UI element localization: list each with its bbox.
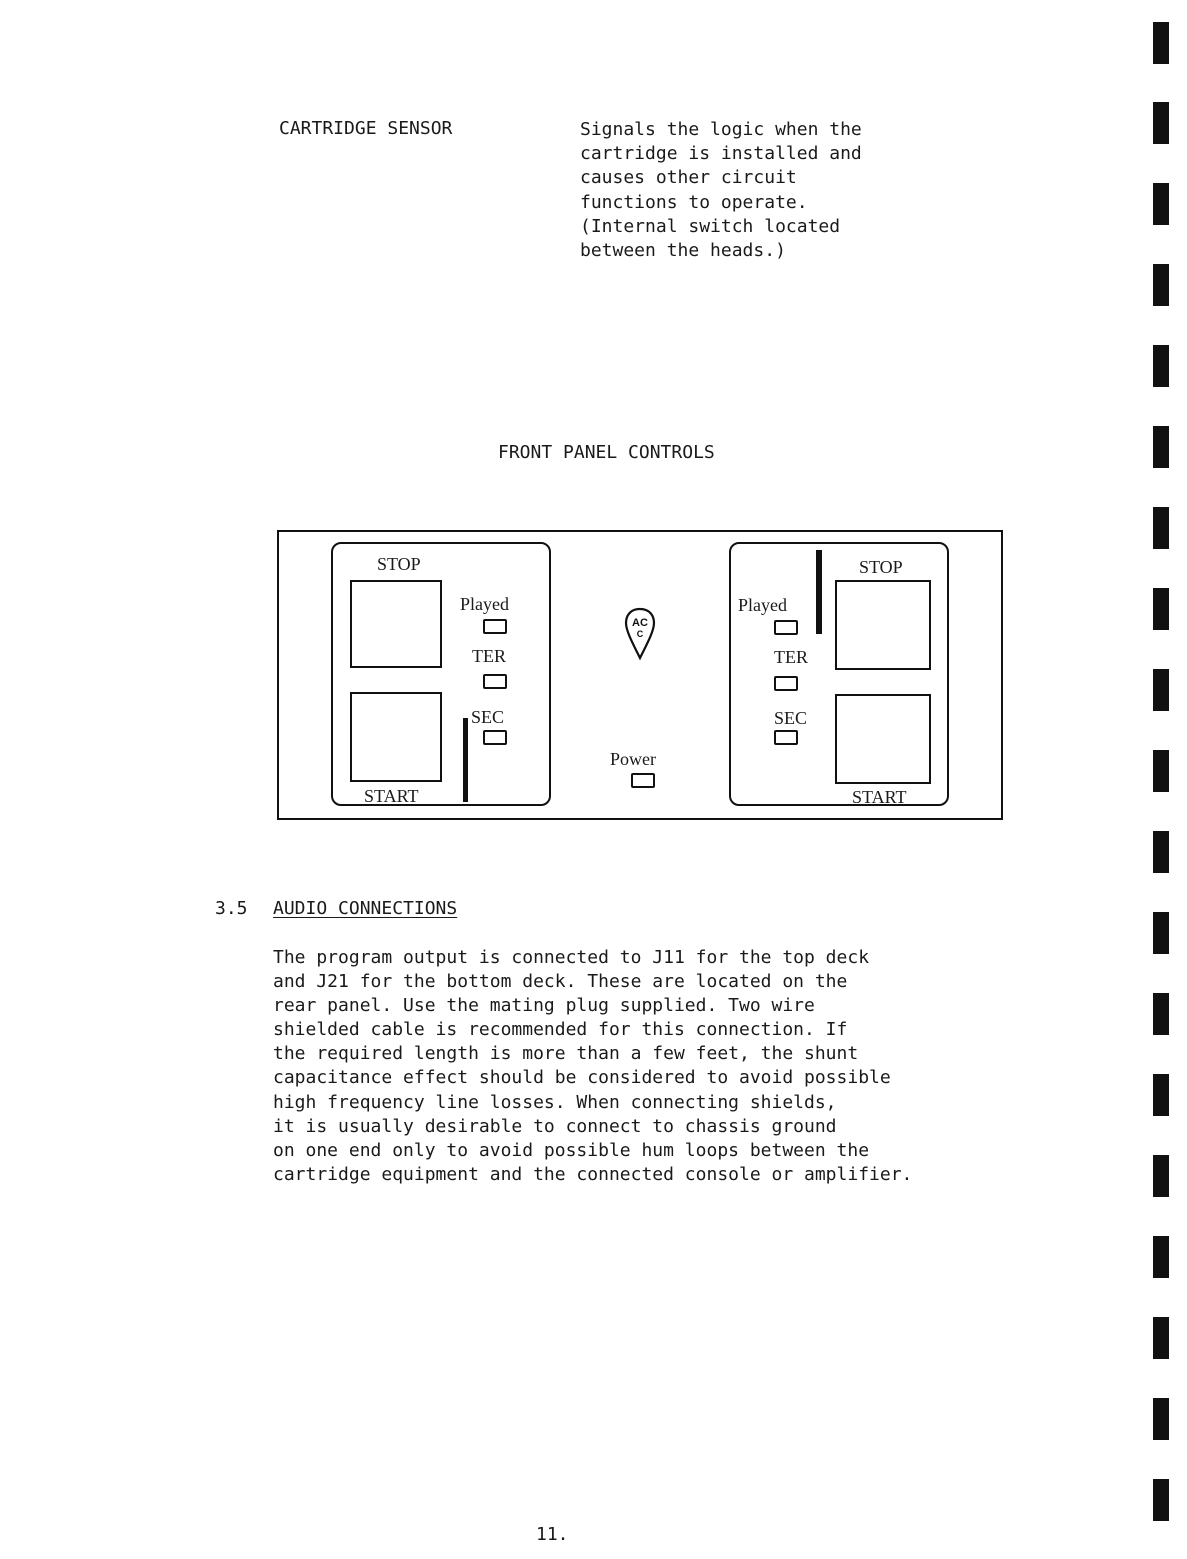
sensor-description-line: Signals the logic when the [580, 119, 862, 140]
page-number: 11. [536, 1524, 569, 1545]
logo-text: AC [632, 617, 648, 629]
binding-mark [1153, 1398, 1169, 1440]
paragraph-line: rear panel. Use the mating plug supplied. Two wire [273, 995, 815, 1017]
binding-mark [1153, 1236, 1169, 1278]
binding-mark [1153, 912, 1169, 954]
binding-mark [1153, 1074, 1169, 1116]
left-played-lamp [483, 619, 507, 634]
right-played-lamp [774, 620, 798, 635]
paragraph-line: the required length is more than a few feet, the shunt [273, 1043, 859, 1065]
sensor-description-line: functions to operate. [580, 191, 808, 213]
binding-mark [1153, 993, 1169, 1035]
left-start-button[interactable] [350, 692, 442, 782]
power-label: Power [610, 749, 656, 769]
left-start-label: START [364, 786, 419, 806]
right-stop-button[interactable] [835, 580, 931, 670]
left-stop-label: STOP [377, 554, 421, 574]
sensor-description-line: cartridge is installed and [580, 143, 862, 165]
paragraph-line: and J21 for the bottom deck. These are located on the [273, 971, 848, 993]
binding-mark [1153, 831, 1169, 873]
right-ter-label: TER [774, 647, 808, 667]
right-stop-label: STOP [859, 557, 903, 577]
front-panel-diagram [277, 530, 1003, 820]
binding-mark [1153, 588, 1169, 630]
binding-mark [1153, 507, 1169, 549]
binding-mark [1153, 102, 1169, 144]
right-sec-label: SEC [774, 708, 808, 728]
binding-mark [1153, 183, 1169, 225]
sensor-description-line: causes other circuit [580, 167, 797, 189]
binding-mark [1153, 264, 1169, 306]
binding-mark [1153, 669, 1169, 711]
left-played-label: Played [460, 594, 509, 614]
binding-mark [1153, 1317, 1169, 1359]
binding-mark [1153, 750, 1169, 792]
sensor-description [580, 118, 862, 263]
binding-mark [1153, 22, 1169, 64]
right-deck [729, 542, 949, 806]
binding-mark [1153, 345, 1169, 387]
sensor-label: CARTRIDGE SENSOR [279, 118, 453, 139]
paragraph-line: on one end only to avoid possible hum loops between the [273, 1139, 870, 1161]
right-played-label: Played [738, 595, 787, 615]
section-number: 3.5 [215, 898, 248, 919]
paragraph-line: The program output is connected to J11 for the top deck [273, 947, 870, 968]
acc-logo [623, 606, 657, 666]
binding-mark [1153, 426, 1169, 468]
paragraph-line: shielded cable is recommended for this connection. If [273, 1019, 848, 1041]
left-ter-label: TER [472, 646, 506, 666]
right-sec-lamp [774, 730, 798, 745]
paragraph-line: high frequency line losses. When connecting shields, [273, 1091, 837, 1113]
front-panel-title: FRONT PANEL CONTROLS [498, 442, 715, 463]
binding-mark [1153, 1479, 1169, 1521]
left-marker-bar [463, 718, 468, 802]
left-sec-label: SEC [471, 707, 505, 727]
sensor-description-line: between the heads.) [580, 240, 786, 262]
paragraph-line: it is usually desirable to connect to chassis ground [273, 1115, 837, 1137]
left-stop-button[interactable] [350, 580, 442, 668]
audio-paragraph [273, 946, 912, 1187]
binding-mark [1153, 1155, 1169, 1197]
right-marker-bar [816, 550, 822, 634]
power-lamp [631, 773, 655, 788]
left-deck [331, 542, 551, 806]
right-ter-lamp [774, 676, 798, 691]
right-start-label: START [852, 787, 907, 807]
logo-subtext: C [636, 629, 644, 639]
right-start-button[interactable] [835, 694, 931, 784]
left-sec-lamp [483, 730, 507, 745]
sensor-description-line: (Internal switch located [580, 215, 841, 237]
left-ter-lamp [483, 674, 507, 689]
logo-icon [623, 606, 657, 662]
section-heading: AUDIO CONNECTIONS [273, 898, 458, 919]
paragraph-line: cartridge equipment and the connected console or amplifier. [273, 1163, 913, 1185]
paragraph-line: capacitance effect should be considered to avoid possible [273, 1067, 891, 1089]
